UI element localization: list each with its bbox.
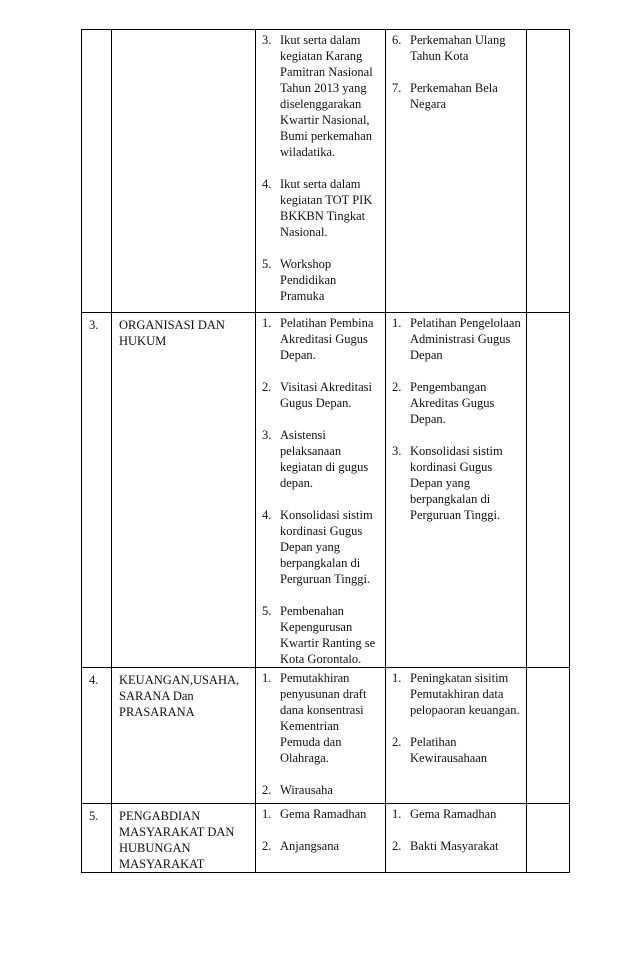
list-item [386,32,526,64]
item-text: Konsolidasi sistim kordinasi Gugus Depan yang berpangkalan di Perguruan Tinggi. [280,508,373,586]
item-number: 7. [392,81,402,95]
plans-cell [386,30,527,313]
list-item [386,670,526,718]
item-text: Pelatihan Pembina Akreditasi Gugus Depan. [280,316,374,362]
list-item [256,507,385,587]
list-item [386,734,526,766]
item-number: 4. [262,508,272,522]
item-text: Gema Ramadhan [280,807,367,821]
list-item [256,782,385,798]
unit-name: PENGABDIAN MASYARAKAT DAN HUBUNGAN MASYARAKAT [112,804,256,873]
list-item [256,427,385,491]
item-text: Ikut serta dalam kegiatan TOT PIK BKKBN Tingkat Nasional. [280,177,373,239]
list-item [256,176,385,240]
item-number: 3. [392,444,402,458]
unit-name: ORGANISASI DAN HUKUM [112,313,256,668]
list-item [256,379,385,411]
item-number: 2. [392,380,402,394]
item-text: Konsolidasi sistim kordinasi Gugus Depan yang berpangkalan di Perguruan Tinggi. [410,444,503,522]
notes-cell [527,668,570,804]
list-item [256,256,385,304]
table-row [82,804,570,873]
item-number: 1. [392,671,402,685]
activities-cell [256,30,386,313]
activities-list [256,315,385,667]
item-number: 4. [262,177,272,191]
item-text: Visitasi Akreditasi Gugus Depan. [280,380,372,410]
item-text: Pemutakhiran penyusunan draft dana konsentrasi Kementrian Pemuda dan Olahraga. [280,671,367,765]
item-text: Pelatihan Kewirausahaan [410,735,488,765]
plans-list [386,670,526,766]
item-text: Pembenahan Kepengurusan Kwartir Ranting se Kota Gorontalo. [280,604,376,666]
plans-list [386,806,526,854]
item-text: Workshop Pendidikan Pramuka [280,257,337,303]
list-item [386,443,526,523]
row-number [82,30,112,313]
item-number: 2. [262,380,272,394]
list-item [386,379,526,427]
item-number: 1. [262,807,272,821]
table-row [82,313,570,668]
activities-cell [256,313,386,668]
item-text: Peningkatan sisitim Pemutakhiran data pelopaoran keuangan. [410,671,520,717]
item-number: 2. [392,839,402,853]
plans-list [386,32,526,112]
list-item [256,32,385,160]
list-item [386,838,526,854]
list-item [386,315,526,363]
item-number: 6. [392,33,402,47]
list-item [256,806,385,822]
item-number: 5. [262,257,272,271]
program-table-body [82,30,570,873]
activities-list [256,670,385,798]
item-text: Ikut serta dalam kegiatan Karang Pamitran Nasional Tahun 2013 yang diselenggarakan Kwartir Nasional, Bumi perkemahan wiladatika. [280,33,373,159]
item-text: Perkemahan Bela Negara [410,81,498,111]
item-number: 1. [262,316,272,330]
item-number: 3. [262,33,272,47]
item-text: Pengembangan Akreditas Gugus Depan. [410,380,495,426]
table-row [82,30,570,313]
item-number: 1. [262,671,272,685]
unit-name: KEUANGAN,USAHA, SARANA Dan PRASARANA [112,668,256,804]
item-number: 1. [392,316,402,330]
item-number: 2. [262,839,272,853]
item-text: Anjangsana [280,839,340,853]
list-item [256,670,385,766]
unit-name [112,30,256,313]
plans-cell [386,804,527,873]
list-item [256,315,385,363]
plans-cell [386,668,527,804]
row-number: 3. [82,313,112,668]
item-text: Perkemahan Ulang Tahun Kota [410,33,506,63]
list-item [386,806,526,822]
plans-cell [386,313,527,668]
activities-list [256,32,385,304]
item-text: Wirausaha [280,783,333,797]
activities-cell [256,804,386,873]
table-row [82,668,570,804]
row-number: 5. [82,804,112,873]
plans-list [386,315,526,523]
activities-cell [256,668,386,804]
item-text: Bakti Masyarakat [410,839,499,853]
notes-cell [527,30,570,313]
item-number: 5. [262,604,272,618]
item-text: Asistensi pelaksanaan kegiatan di gugus depan. [280,428,369,490]
activities-list [256,806,385,854]
item-number: 2. [392,735,402,749]
list-item [386,80,526,112]
item-text: Pelatihan Pengelolaan Administrasi Gugus Depan [410,316,521,362]
item-text: Gema Ramadhan [410,807,497,821]
program-table [81,29,570,873]
row-number: 4. [82,668,112,804]
item-number: 2. [262,783,272,797]
notes-cell [527,313,570,668]
list-item [256,838,385,854]
list-item [256,603,385,667]
item-number: 1. [392,807,402,821]
notes-cell [527,804,570,873]
item-number: 3. [262,428,272,442]
